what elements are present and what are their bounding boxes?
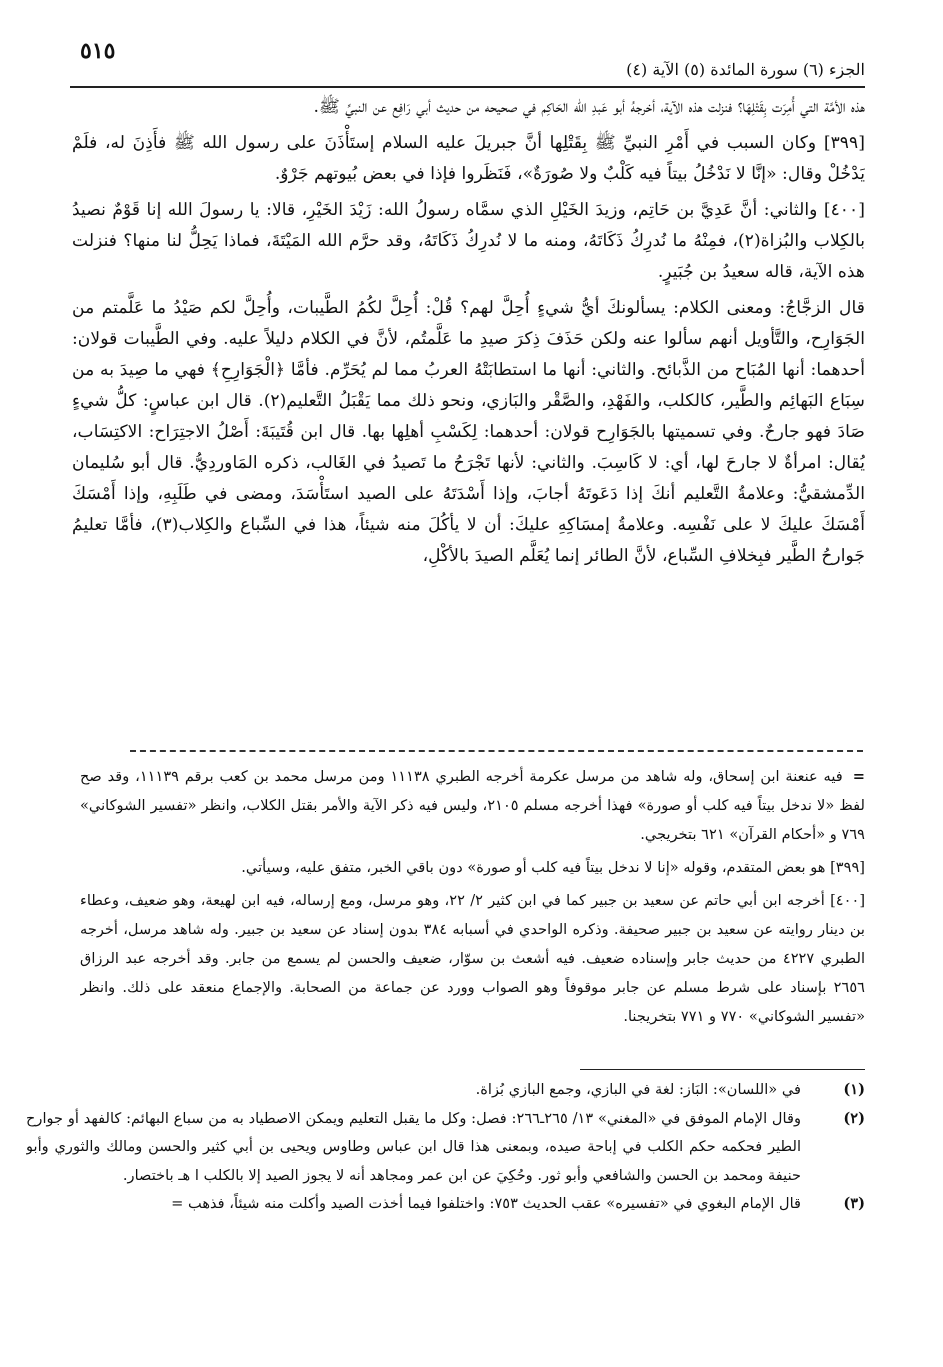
notes-separator-dashed <box>130 750 863 752</box>
takhrij-continuation-text: فيه عنعنة ابن إسحاق، وله شاهد من مرسل عكرمة أخرجه الطبري ١١١٣٨ ومن مرسل محمد بن كعب برقم ١١١٣٩، وقد صح لفظ «لا ندخل بيتاً فيه كلب أو صورة» فهذا أخرجه مسلم ٢١٠٥، وليس فيه ذكر الآية والأمر بقتل الكلاب، وانظر «تفسير الشوكاني» ٧٦٩ و «أحكام القرآن» ٦٢١ بتخريجي. <box>80 768 865 843</box>
paragraph: هذه الأمَّة التي أُمِرَت بِقَتْلِهَا؟ فنزلت هذه الآية، أخرجهُ أبو عَبدِ الله الحَاكِم في صحيحه من حديث أبي رَافِع عن النبيِّ ﷺ. <box>313 97 865 117</box>
running-title: الجزء (٦) سورة المائدة (٥) الآية (٤) <box>626 60 865 79</box>
paragraph-399: [٣٩٩] وكان السبب في أَمْرِ النبيِّ ﷺ بِقَتْلِها أنَّ جبريلَ عليه السلام إستَأْذَنَ على رسول الله ﷺ فأَذِنَ له، فلَمْ يَدْخُلْ وقال: «إنَّا لا نَدْخُلُ بيتاً فيه كَلْبٌ ولا صُورَةٌ»، فَنَظَروا فإذا في بعض بُيوتهم جَرْوٌ. <box>72 133 865 184</box>
takhrij-400: [٤٠٠] أخرجه ابن أبي حاتم عن سعيد بن جبير كما في ابن كثير ٢/ ٢٢، وهو مرسل، ومع إرساله، فيه ابن لهيعة، وهو ضعيف، وعطاء بن دينار روايته عن سعيد بن جبير صحيفة. وذكره الواحدي في أسبابه ٣٨٤ بدون إسناد عن سعيد بن جبير. وله شاهد مرسل، أخرجه الطبري ٤٢٢٧ من حديث جابر وإسناده ضعيف. فيه أشعث بن سوّار، ضعيف والحسن لم يسمع من جابر. وقد أخرجه عبد الرزاق ٢٦٥٦ بإسناد على شرط مسلم عن جابر موقوفاً وهو الصواب وورد عن جماعة من الصحابة. والإجماع منعقد على ذلك. وانظر «تفسير الشوكاني» ٧٧٠ و ٧٧١ بتخريجنا. <box>80 892 865 1025</box>
footnote <box>26 1190 865 1219</box>
footnote <box>26 1105 865 1191</box>
paragraph-400: [٤٠٠] والثاني: أنَّ عَدِيَّ بن حَاتِم، وزيدَ الخَيْلِ الذي سمَّاه رسولُ الله: زَيْدَ الخَيْرِ، قالا: يا رسولَ الله إنا قَوْمٌ نصيدُ بالكِلاب والبُزاة(٢)، فمِنْهُ ما نُدرِكُ ذَكَاتَهُ، ومنه ما لا نُدرِكُ ذَكَاتَهُ، وقد حرَّم الله المَيْتَةَ، فماذا يَحِلُّ لنا منها؟ فنزلت هذه الآية، قاله سعيدُ بن جُبَيرٍ. <box>72 200 865 282</box>
footnote-text: وقال الإمام الموفق في «المغني» ١٣/ ٢٦٥ـ٢٦٦: فصل: وكل ما يقبل التعليم ويمكن الاصطياد به من سباع البهائم: كالفهد أو جوارح الطير فحكمه حكم الكلب في إباحة صيده، وبمعنى هذا قال ابن عباس وطاوس ويحيى بن أبي كثير والحسن ومالك والثوري وأبو حنيفة ومحمد بن الحسن والشافعي وأبو ثور. وحُكِيَ عن ابن عمر ومجاهد أنه لا يجوز الصيد إلا بالكلب ا هـ باختصار. <box>26 1109 801 1184</box>
footnotes <box>26 1076 865 1356</box>
page-header <box>70 38 865 86</box>
footnotes-separator <box>580 1069 865 1070</box>
footnote-number: (٣) <box>843 1195 865 1212</box>
main-text <box>72 92 865 744</box>
takhrij-continuation <box>80 762 865 849</box>
footnote-text: في «اللسان»: البَاز: لغة في البازي، وجمع البازي بُزاة. <box>475 1081 801 1098</box>
header-rule <box>70 86 865 88</box>
continuation-mark: = <box>852 768 865 785</box>
takhrij-notes <box>80 762 865 1052</box>
footnote <box>26 1076 865 1105</box>
footnote-text: قال الإمام البغوي في «تفسيره» عقب الحديث ٧٥٣: واختلفوا فيما أخذت الصيد وأكلت منه شيئاً، فذهب = <box>171 1195 801 1212</box>
paragraph-zajjaj: قال الزجَّاجُ: ومعنى الكلام: يسألونكَ أيُّ شيءٍ أُحِلَّ لهم؟ قُلْ: أُحِلَّ لكُمُ الطَّيبات، وأُحِلَّ لكم صَيْدُ ما عَلَّمتم من الجَوَارِح، والتَّأويل أنهم سألوا عنه ولكن حَذَفَ ذِكرَ صيدِ ما عَلَّمتُم، لأنَّ في الكلام دليلاً عليه. وفي الطَّيبات قولان: أحدهما: أنها المُبَاح من الذَّبائح. والثاني: أنها ما استطابَتْهُ العربُ مما لم يُحَرِّم. فأمَّا ﴿الْجَوَارِحِ﴾ فهي ما صِيدَ به من سِبَاع البَهائِم والطَّير، كالكلب، والفَهْدِ، والصَّقْر والبَازي، ونحو ذلك مما يَقْبَلُ التَّعليم(٢). قال ابن عباسٍ: كلُّ شيءٍ صَادَ فهو جارحٌ. وفي تسميتها بالجَوَارِح قولان: أحدهما: لِكَسْبِ أهلِها بها. قال ابن قُتَيبَةَ: أَصْلُ الاجتِرَاح: الاكتِسَاب، يُقال: امرأةٌ لا جارحَ لها، أي: لا كَاسِبَ. والثاني: لأنها تَجْرَحُ ما تَصيدُ في الغَالب، ذكره المَاوردِيُّ. قال أبو سُليمان الدِّمشقيُّ: وعلامةُ التَّعليم أنكَ إذا دَعَوتَهُ أجابَ، وإذا أَسْدَتَهُ على الصيد استَأْسَدَ، ومضى في طَلَبِهِ، وإذا أَمْسَكَ أَمْسَكَ عليكَ لا على نَفْسِه. وعلامةُ إمسَاكِهِ عليكَ: أن لا يأكُلَ منه شيئاً، هذا في السِّباع والكِلاب(٣)، فأمَّا تعليمُ جَوارحُ الطَّير فبِخلافِ السِّباع، لأنَّ الطائر إنما يُعَلَّم الصيدَ بالأكْلِ، <box>72 298 865 566</box>
takhrij-399: [٣٩٩] هو بعض المتقدم، وقوله «إنا لا ندخل بيتاً فيه كلب أو صورة» دون باقي الخبر، متفق عليه، وسيأتي. <box>241 859 865 876</box>
footnote-number: (٢) <box>843 1109 865 1127</box>
page-number: ٥١٥ <box>80 38 116 64</box>
footnote-number: (١) <box>843 1081 865 1098</box>
